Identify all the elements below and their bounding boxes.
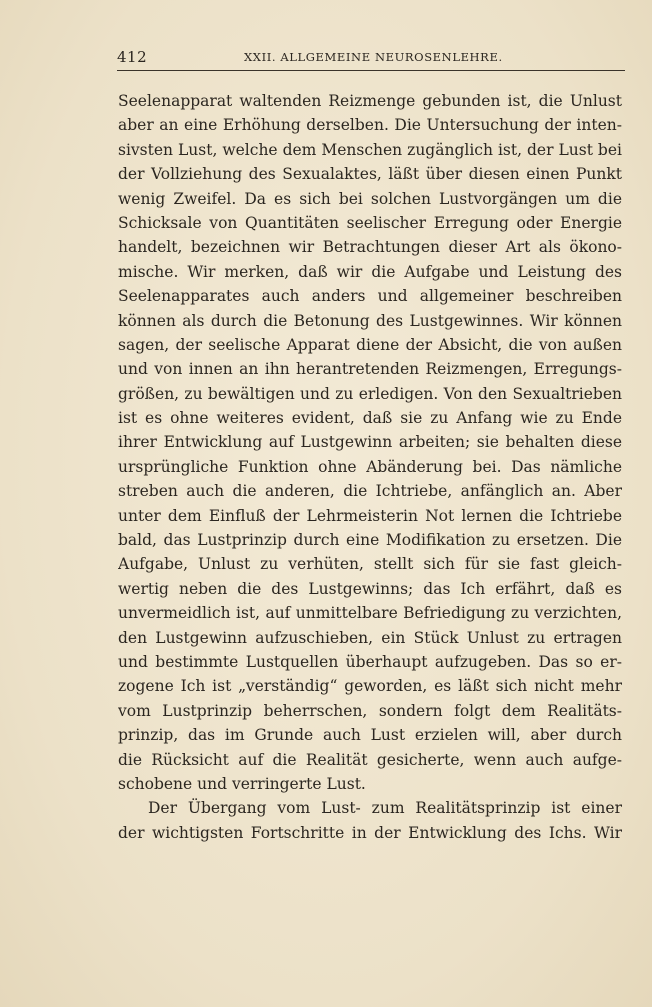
text-line: Schicksale von Quantitäten seelischer Erregung oder Energie — [118, 213, 622, 232]
text-line: können als durch die Betonung des Lustgewinnes. Wir können — [118, 311, 622, 330]
text-line: unvermeidlich ist, auf unmittelbare Befriedigung zu verzichten, — [118, 604, 622, 623]
text-line: Aufgabe, Unlust zu verhüten, stellt sich für sie fast gleich- — [118, 555, 622, 574]
page-number: 412 — [117, 48, 148, 66]
text-line: streben auch die anderen, die Ichtriebe, anfänglich an. Aber — [118, 482, 622, 501]
text-line-paragraph-end: schobene und verringerte Lust. — [118, 774, 366, 793]
text-line: prinzip, das im Grunde auch Lust erzielen will, aber durch — [118, 726, 622, 745]
text-line: die Rücksicht auf die Realität gesicherte, wenn auch aufge- — [118, 750, 622, 769]
text-line: größen, zu bewältigen und zu erledigen. Von den Sexualtrieben — [118, 384, 622, 403]
text-line: den Lustgewinn aufzuschieben, ein Stück Unlust zu ertragen — [118, 628, 622, 647]
text-line: sagen, der seelische Apparat diene der Absicht, die von außen — [118, 335, 622, 354]
text-line: Seelenapparat waltenden Reizmenge gebunden ist, die Unlust — [118, 92, 622, 110]
text-line: wenig Zweifel. Da es sich bei solchen Lustvorgängen um die — [118, 189, 622, 208]
running-head: XXII. ALLGEMEINE NEUROSENLEHRE. — [244, 50, 503, 64]
text-line: aber an eine Erhöhung derselben. Die Untersuchung der inten- — [118, 116, 622, 135]
text-line: handelt, bezeichnen wir Betrachtungen dieser Art als ökono- — [118, 238, 622, 257]
text-line: und bestimmte Lustquellen überhaupt aufzugeben. Das so er- — [118, 652, 622, 671]
text-line: ursprüngliche Funktion ohne Abänderung bei. Das nämliche — [118, 457, 622, 476]
text-line: bald, das Lustprinzip durch eine Modifikation zu ersetzen. Die — [118, 531, 622, 550]
text-line: Seelenapparates auch anders und allgemeiner beschreiben — [118, 287, 622, 306]
body-text — [118, 89, 622, 845]
text-line: und von innen an ihn herantretenden Reizmengen, Erregungs- — [118, 360, 622, 379]
page-header — [117, 48, 625, 68]
text-line-paragraph-start: Der Übergang vom Lust- zum Realitätsprinzip ist einer — [148, 799, 622, 818]
text-line: der Vollziehung des Sexualaktes, läßt über diesen einen Punkt — [118, 165, 622, 184]
text-line: zogene Ich ist „verständig“ geworden, es läßt sich nicht mehr — [118, 677, 622, 696]
text-line: mische. Wir merken, daß wir die Aufgabe und Leistung des — [118, 262, 622, 281]
text-line: vom Lustprinzip beherrschen, sondern folgt dem Realitäts- — [118, 701, 622, 720]
text-line: unter dem Einfluß der Lehrmeisterin Not lernen die Ichtriebe — [118, 506, 622, 525]
text-line: ist es ohne weiteres evident, daß sie zu Anfang wie zu Ende — [118, 409, 622, 428]
text-line: der wichtigsten Fortschritte in der Entwicklung des Ichs. Wir — [118, 823, 622, 842]
text-line: ihrer Entwicklung auf Lustgewinn arbeiten; sie behalten diese — [118, 433, 622, 452]
header-rule — [117, 70, 625, 71]
text-line: wertig neben die des Lustgewinns; das Ich erfährt, daß es — [118, 579, 622, 598]
text-line: sivsten Lust, welche dem Menschen zugänglich ist, der Lust bei — [118, 140, 622, 159]
